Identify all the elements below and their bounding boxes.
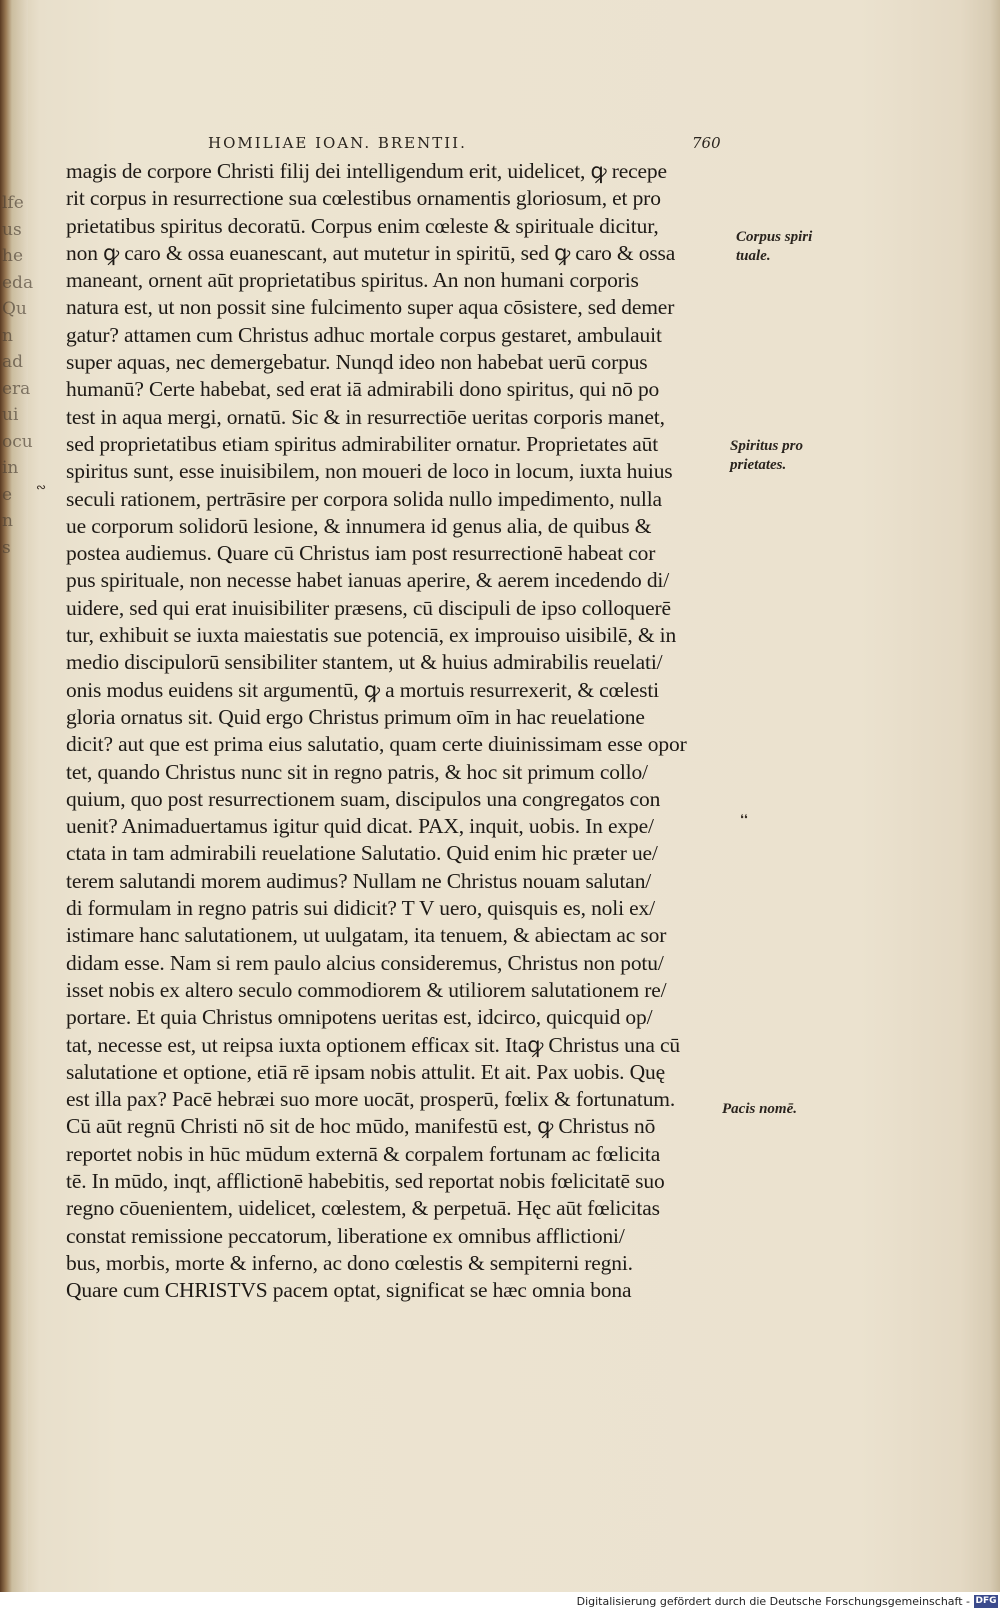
footer-bar (0, 1592, 1000, 1612)
facing-page-fragment-line: era (2, 378, 31, 399)
facing-page-fragment (2, 190, 34, 561)
text-line: Cū aūt regnū Christi nō sit de hoc mūdo, manifestū est, ꝙ Christus nō (66, 1114, 656, 1139)
text-line: postea audiemus. Quare cū Christus iam post resurrectionē habeat cor (66, 541, 656, 566)
text-line: reportet nobis in hūc mūdum externā & corpalem fortunam ac fœlicita (66, 1141, 661, 1166)
running-head-title: HOMILIAE IOAN. BRENTII. (208, 134, 467, 152)
text-line: quium, quo post resurrectionem suam, discipulos una congregatos con (66, 786, 661, 811)
body-text (66, 158, 732, 1304)
text-line: constat remissione peccatorum, liberatione ex omnibus afflictioni/ (66, 1223, 625, 1248)
text-line: test in aqua mergi, ornatū. Sic & in resurrectiōe ueritas corporis manet, (66, 404, 665, 429)
facing-page-fragment-line: ocu (2, 431, 33, 452)
facing-page-fragment-line: s (2, 537, 11, 558)
text-line: ue corporum solidorū lesione, & innumera id genus alia, de quibus & (66, 513, 652, 538)
text-line: tē. In mūdo, inqt, afflictionē habebitis, sed reportat nobis fœlicitatē suo (66, 1168, 665, 1193)
margin-note-pacis (722, 1100, 797, 1119)
margin-note-corpus (736, 228, 812, 266)
margin-note-line: prietates. (730, 457, 787, 473)
funding-credit: Digitalisierung gefördert durch die Deutsche Forschungsgemeinschaft - (576, 1595, 970, 1608)
text-line: tur, exhibuit se iuxta maiestatis sue potenciā, ex improuiso uisibilē, & in (66, 623, 677, 648)
text-line: portare. Et quia Christus omnipotens ueritas est, idcirco, quicquid op/ (66, 1005, 653, 1030)
text-line: dicit? aut que est prima eius salutatio, quam certe diuinissimam esse opor (66, 732, 687, 757)
text-line: pus spirituale, non necesse habet ianuas aperire, & aerem incedendo di/ (66, 568, 670, 593)
facing-page-fragment-line: ui (2, 405, 19, 425)
margin-note-spiritus (730, 437, 803, 475)
text-line: humanū? Certe habebat, sed erat iā admirabili dono spiritus, qui nō po (66, 377, 660, 402)
text-line: uidere, sed qui erat inuisibiliter præsens, cū discipuli de ipso colloquerē (66, 595, 671, 620)
facing-page-fragment-line: e (2, 484, 13, 505)
facing-page-fragment-line: he (2, 246, 24, 266)
text-line: istimare hanc salutationem, ut uulgatam, ita tenuem, & abiectam ac sor (66, 923, 667, 948)
text-line: didam esse. Nam si rem paulo alcius consideremus, Christus non potu/ (66, 950, 664, 975)
text-line: di formulam in regno patris sui didicit? T V uero, quisquis es, noli ex/ (66, 896, 655, 921)
facing-page-fragment-line: ad (2, 352, 24, 372)
marginal-pointer-mark: ∾ (36, 480, 47, 494)
text-line: spiritus sunt, esse inuisibilem, non moueri de loco in locum, iuxta huius (66, 459, 673, 484)
margin-note-line: Corpus spiri (736, 229, 813, 245)
facing-page-fragment-line: us (2, 219, 22, 240)
facing-page-fragment-line: n (2, 325, 13, 346)
text-line: est illa pax? Pacē hebræi suo more uocāt, prosperū, fœlix & fortunatum. (66, 1087, 676, 1112)
text-line: Quare cum CHRISTVS pacem optat, significat se hæc omnia bona (66, 1278, 632, 1303)
text-line: rit corpus in resurrectione sua cœlestibus ornamentis gloriosum, et pro (66, 186, 661, 211)
running-head (208, 134, 748, 158)
margin-note-line: Spiritus pro (730, 438, 803, 454)
text-line: non ꝙ caro & ossa euanescant, aut mutetur in spiritū, sed ꝙ caro & ossa (66, 240, 676, 265)
text-line: onis modus euidens sit argumentū, ꝙ a mortuis resurrexerit, & cœlesti (66, 677, 659, 702)
text-line: seculi rationem, pertrāsire per corpora solida nullo impedimento, nulla (66, 486, 662, 511)
text-line: regno cōuenientem, uidelicet, cœlestem, & perpetuā. Hęc aūt fœlicitas (66, 1196, 660, 1221)
text-line: maneant, ornent aūt proprietatibus spiritus. An non humani corporis (66, 268, 639, 293)
text-line: gloria ornatus sit. Quid ergo Christus primum oīm in hac reuelatione (66, 704, 645, 729)
text-line: salutatione et optione, etiā rē ipsam nobis attulit. Et ait. Pax uobis. Quę (66, 1059, 665, 1084)
text-line: natura est, ut non possit sine fulcimento super aqua cōsistere, sed demer (66, 295, 675, 320)
margin-note-line: tuale. (736, 248, 771, 264)
marginal-quote-mark: ❛❛ (740, 812, 748, 826)
text-line: uenit? Animaduertamus igitur quid dicat. PAX, inquit, uobis. In expe/ (66, 814, 654, 839)
facing-page-fragment-line: in (2, 458, 19, 478)
facing-page-fragment-line: n (2, 511, 13, 531)
text-line: gatur? attamen cum Christus adhuc mortale corpus gestaret, ambulauit (66, 322, 662, 347)
text-line: terem salutandi morem audimus? Nullam ne Christus nouam salutan/ (66, 868, 652, 893)
text-line: isset nobis ex altero seculo commodiorem & utiliorem salutationem re/ (66, 977, 667, 1002)
dfg-logo: DFG (975, 1596, 997, 1606)
text-line: super aquas, nec demergebatur. Nunqd ideo non habebat uerū corpus (66, 350, 648, 375)
folio-number: 760 (692, 134, 721, 152)
facing-page-fragment-line: eda (2, 272, 34, 293)
facing-page-fragment-line: Qu (2, 299, 27, 319)
text-line: tet, quando Christus nunc sit in regno patris, & hoc sit primum collo/ (66, 759, 648, 784)
text-line: medio discipulorū sensibiliter stantem, ut & huius admirabilis reuelati/ (66, 650, 663, 675)
facing-page-fragment-line: lfe (2, 193, 24, 213)
text-line: bus, morbis, morte & inferno, ac dono cœlestis & sempiterni regni. (66, 1250, 633, 1275)
text-line: tat, necesse est, ut reipsa iuxta optionem efficax sit. Itaꝙ Christus una cū (66, 1032, 680, 1057)
text-line: ctata in tam admirabili reuelatione Salutatio. Quid enim hic præter ue/ (66, 841, 658, 866)
margin-note-line: Pacis nomē. (722, 1101, 797, 1117)
text-line: magis de corpore Christi filij dei intelligendum erit, uidelicet, ꝙ recepe (66, 159, 667, 183)
text-line: prietatibus spiritus decoratū. Corpus enim cœleste & spirituale dicitur, (66, 213, 659, 238)
text-line: sed proprietatibus etiam spiritus admirabiliter ornatur. Proprietates aūt (66, 431, 659, 456)
